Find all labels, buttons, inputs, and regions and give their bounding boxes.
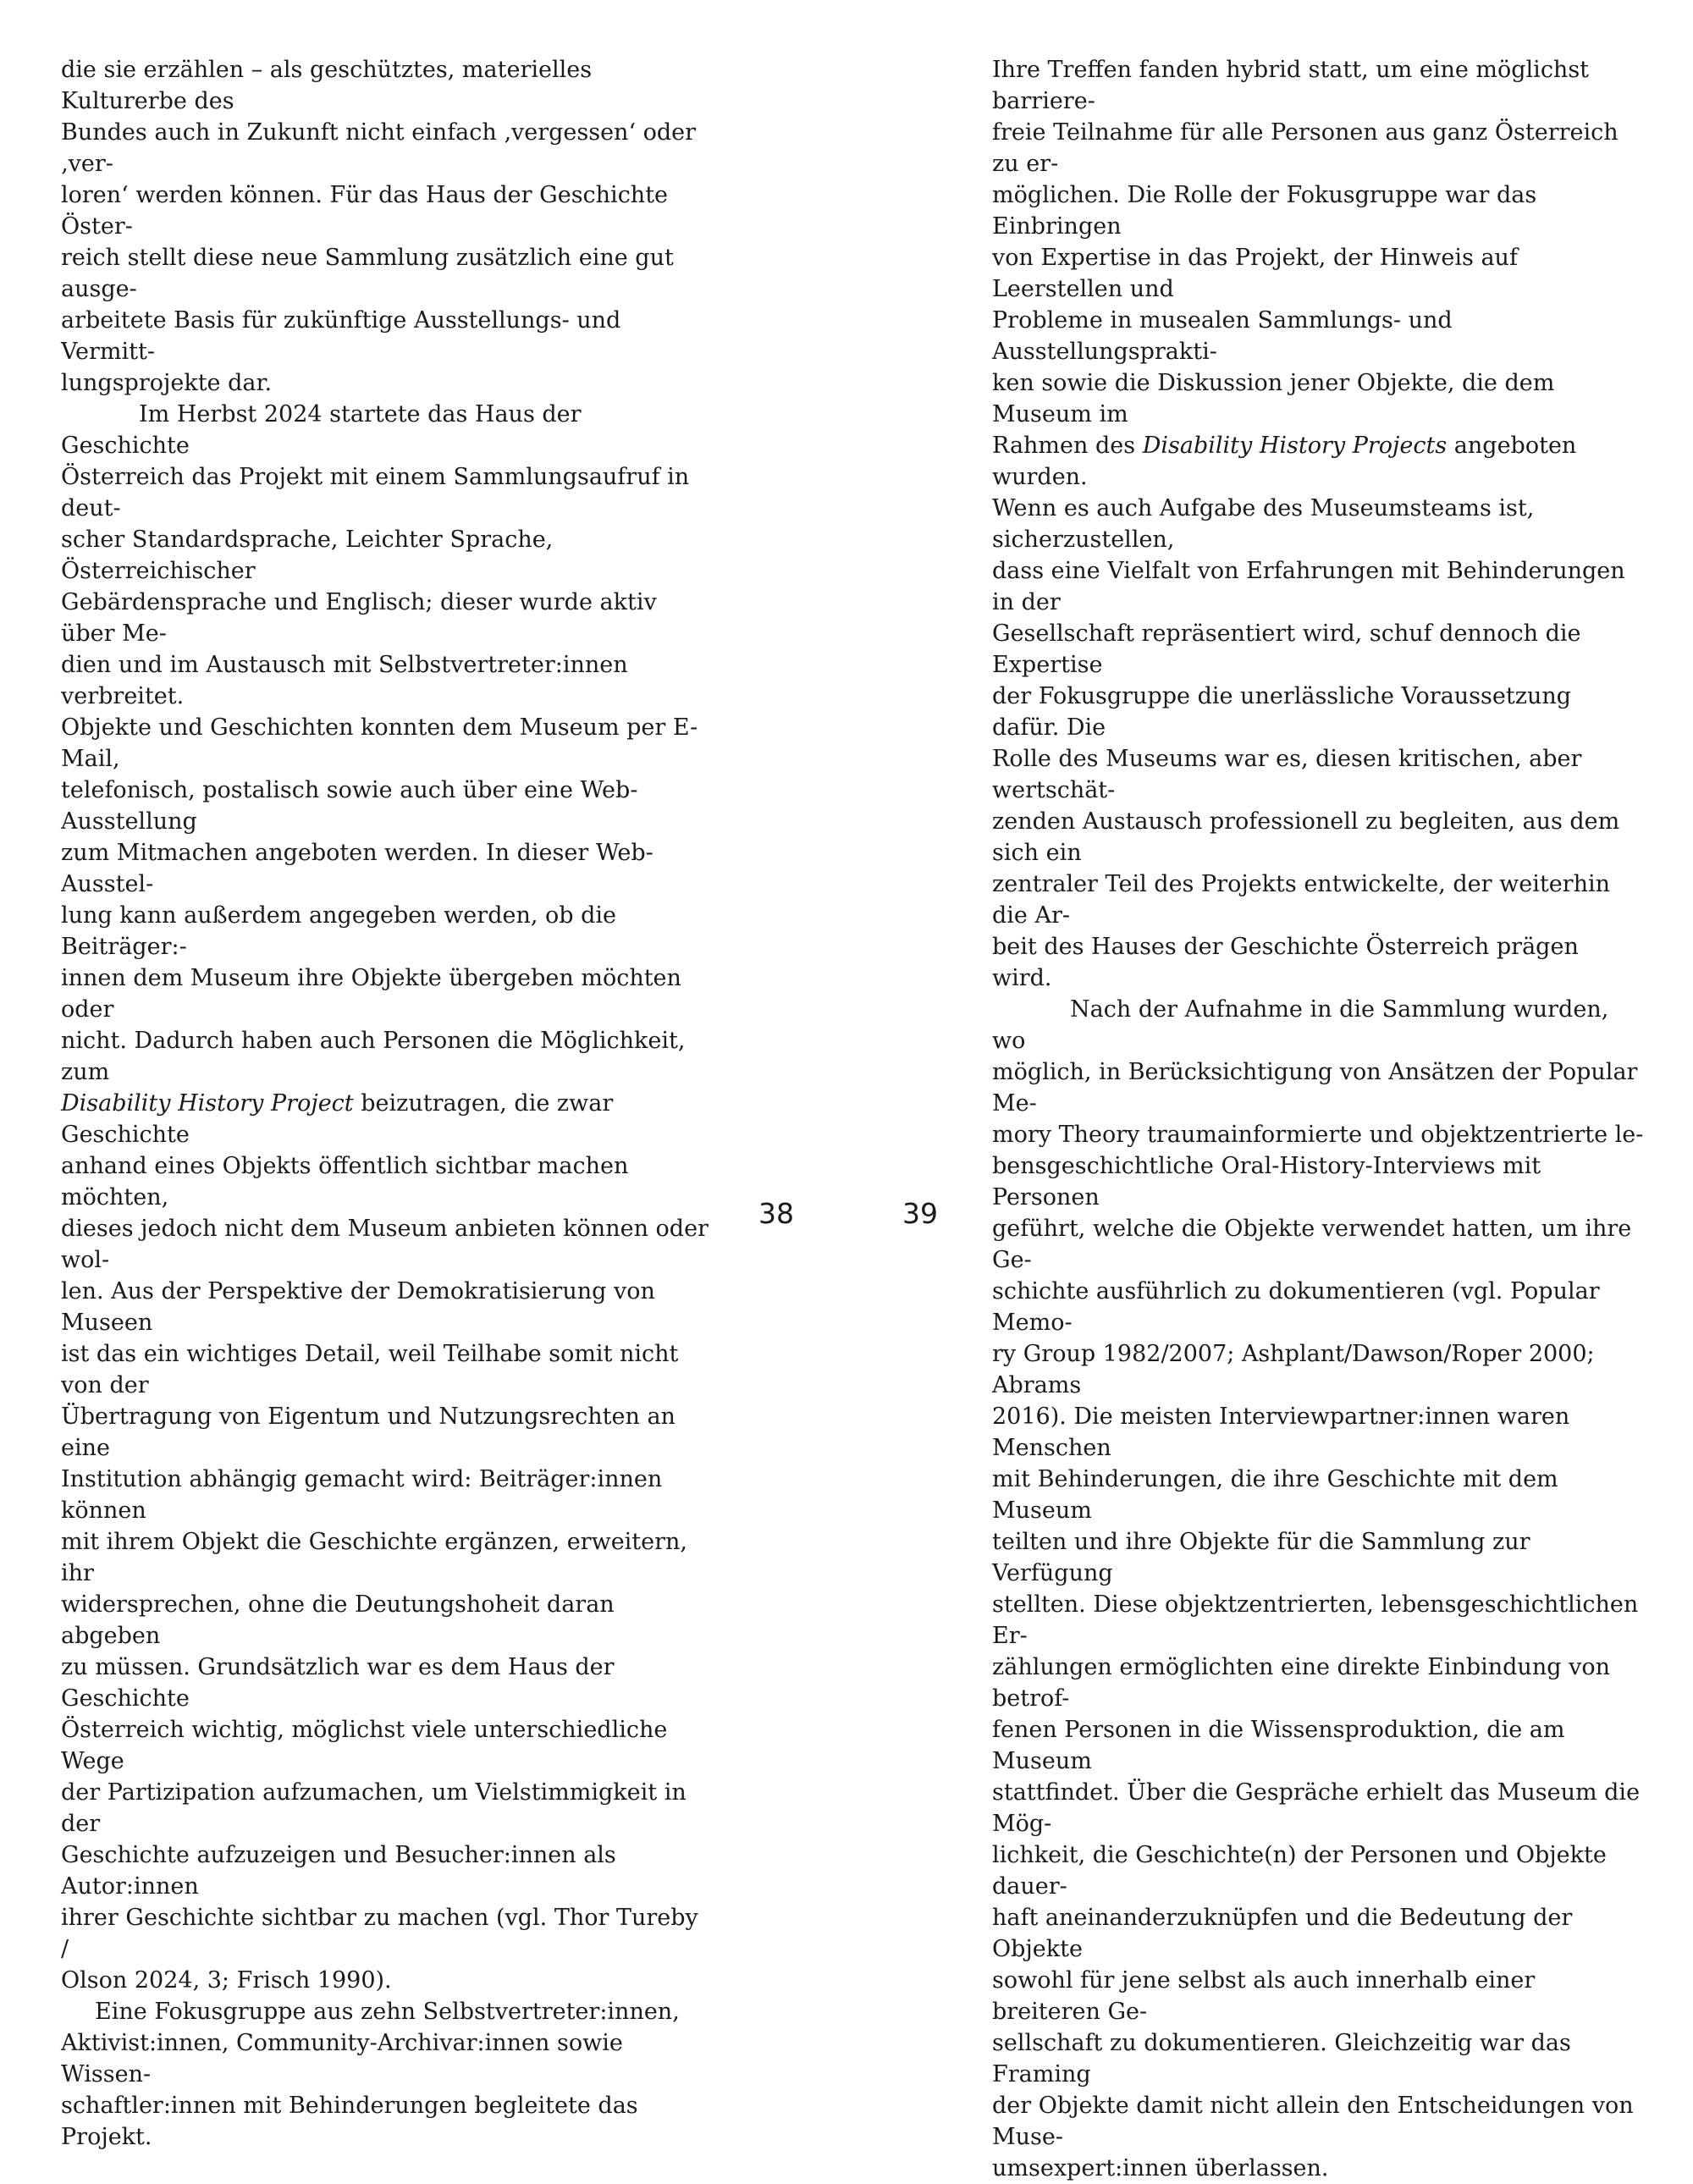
paragraph-text: Eine Fokusgruppe aus zehn Selbstvertreter:innen, Aktivist:innen, Community-Archivar:innen sowie Wissen- schaftler:innen mit Behinderungen begleitete das Projekt. xyxy=(61,1999,680,2150)
page-number-left: 38 xyxy=(758,1197,794,1230)
italic-title: Disability History Projects xyxy=(1142,433,1448,459)
left-page-text xyxy=(61,54,713,2153)
italic-title: Disability History Project xyxy=(61,1090,354,1117)
paragraph-text: Ihre Treffen fanden hybrid statt, um eine möglichst barriere- freie Teilnahme für alle Personen aus ganz Österreich zu er- möglichen. Die Rolle der Fokusgruppe war das Einbringen von Expertise in das Projekt, der Hinweis auf Leerstellen und Probleme in musealen Sammlungs- und Ausstellungsprakti- ken sowie die Diskussion jener Objekte, die dem Museum im Rahmen des xyxy=(992,57,1619,459)
paragraph-text: beizutragen, die zwar Geschichte anhand eines Objekts öffentlich sichtbar machen möchten, dieses jedoch nicht dem Museum anbieten können oder wol- len. Aus der Perspektive der Demokratisierung von Museen ist das ein wichtiges Detail, weil Teilhabe somit nicht von der Übertragung von Eigentum und Nutzungsrechten an eine Institution abhängig gemacht wird: Beiträger:innen können mit ihrem Objekt die Geschichte ergänzen, erweitern, ihr widersprechen, ohne die Deutungshoheit daran abgeben zu müssen. Grundsätzlich war es dem Haus der Geschichte Österreich wichtig, möglichst viele unterschiedliche Wege der Partizipation aufzumachen, um Vielstimmigkeit in der Geschichte aufzuzeigen und Besucher:innen als Autor:innen ihrer Geschichte sichtbar zu machen (vgl. Thor Tureby / Olson 2024, 3; Frisch 1990). xyxy=(61,1090,709,1994)
paragraph-text: die sie erzählen – als geschütztes, materielles Kulturerbe des Bundes auch in Zukunft nicht einfach ‚vergessen‘ oder ‚ver- loren‘ werden können. Für das Haus der Geschichte Öster- reich stellt diese neue Sammlung zusätzlich eine gut ausge- arbeitete Basis für zukünftige Ausstellungs- und Vermitt- lungsprojekte dar. xyxy=(61,57,697,396)
paragraph-text: Nach der Aufnahme in die Sammlung wurden, wo möglich, in Berücksichtigung von Ansätzen der Popular Me- mory Theory traumainformierte und objektzentrierte le- bensgeschichtliche Oral-History-Interviews mit Personen geführt, welche die Objekte verwendet hatten, um ihre Ge- schichte ausführlich zu dokumentieren (vgl. Popular Memo- ry Group 1982/2007; Ashplant/Dawson/Roper 2000; Abrams 2016). Die meisten Interviewpartner:innen waren Menschen mit Behinderungen, die ihre Geschichte mit dem Museum teilten und ihre Objekte für die Sammlung zur Verfügung stellten. Diese objektzentrierten, lebensgeschichtlichen Er- zählungen ermöglichten eine direkte Einbindung von betrof- fenen Personen in die Wissensproduktion, die am Museum stattfindet. Über die Gespräche erhielt das Museum die Mög- lichkeit, die Geschichte(n) der Personen und Objekte dauer- haft aneinanderzuknüpfen und die Bedeutung der Objekte sowohl für jene selbst als auch innerhalb einer breiteren Ge- sellschaft zu dokumentieren. Gleichzeitig war das Framing der Objekte damit nicht allein den Entscheidungen von Muse- umsexpert:innen überlassen. xyxy=(992,996,1644,2181)
paragraph xyxy=(61,399,713,1996)
paragraph xyxy=(992,54,1644,994)
paragraph-text: Im Herbst 2024 startete das Haus der Geschichte Österreich das Projekt mit einem Sammlungsaufruf in deut- scher Standardsprache, Leichter Sprache, Österreichischer Gebärdensprache und Englisch; dieser wurde aktiv über Me- dien und im Austausch mit Selbstvertreter:innen verbreitet. Objekte und Geschichten konnten dem Museum per E-Mail, telefonisch, postalisch sowie auch über eine Web-Ausstellung zum Mitmachen angeboten werden. In dieser Web-Ausstel- lung kann außerdem angegeben werden, ob die Beiträger:- innen dem Museum ihre Objekte übergeben möchten oder nicht. Dadurch haben auch Personen die Möglichkeit, zum xyxy=(61,401,698,1085)
paragraph-text: angeboten wurden. Wenn es auch Aufgabe des Museumsteams ist, sicherzustellen, dass eine Vielfalt von Erfahrungen mit Behinderungen in der Gesellschaft repräsentiert wird, schuf dennoch die Expertise der Fokusgruppe die unerlässliche Voraussetzung dafür. Die Rolle des Museums war es, diesen kritischen, aber wertschät- zenden Austausch professionell zu begleiten, aus dem sich ein zentraler Teil des Projekts entwickelte, der weiterhin die Ar- beit des Hauses der Geschichte Österreich prägen wird. xyxy=(992,433,1625,991)
paragraph xyxy=(992,994,1644,2184)
page-number-right: 39 xyxy=(902,1197,938,1230)
paragraph xyxy=(61,54,713,399)
paragraph xyxy=(61,1996,713,2153)
right-page-text xyxy=(992,54,1644,2184)
